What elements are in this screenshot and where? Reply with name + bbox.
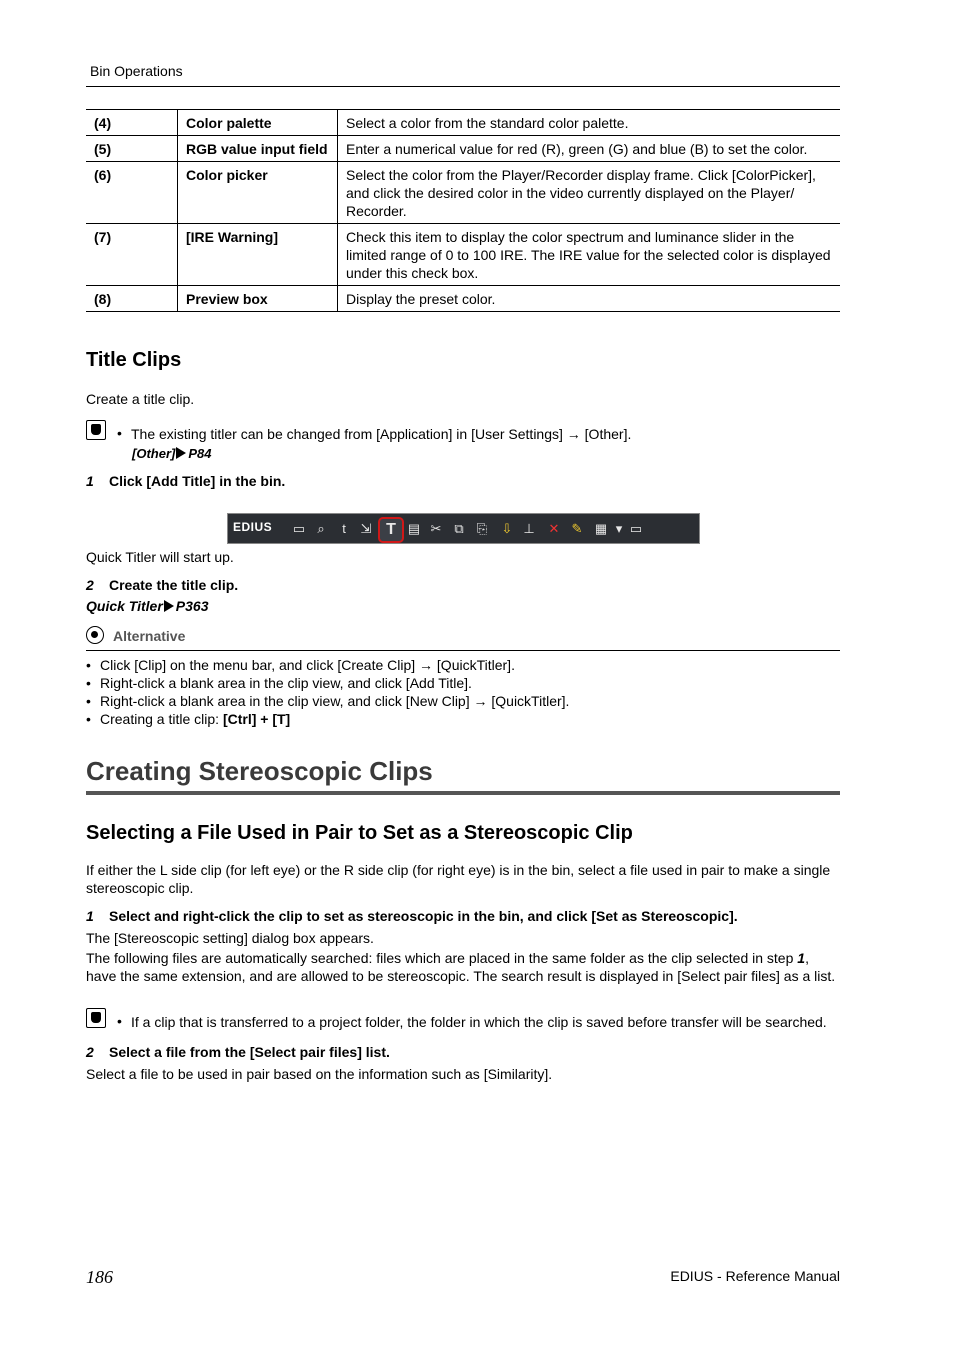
row-description: Enter a numerical value for red (R), green (G) and blue (B) to set the color. [338,136,841,162]
folder-tree-icon[interactable]: ▭ [629,521,643,536]
subsection-heading: Selecting a File Used in Pair to Set as a Stereoscopic Clip [86,822,633,844]
note-bullet: • [117,1013,122,1029]
list-item: • Right-click a blank area in the clip view, and click [New Clip] → [QuickTitler]. [86,692,569,710]
copy-icon[interactable]: ⧉ [454,521,464,536]
row-item: Preview box [178,286,338,312]
row-description: Select a color from the standard color palette. [338,110,841,136]
row-number: (4) [86,110,178,136]
list-item: • Click [Clip] on the menu bar, and click [Create Clip] → [QuickTitler]. [86,656,569,674]
table-row [86,224,840,286]
note-bullet: • [117,425,122,441]
cut-icon[interactable]: ✂ [430,521,442,536]
table-row [86,162,840,224]
note-icon [86,420,106,440]
row-description: Check this item to display the color spectrum and luminance slider in the limited range of 0 to 100 IRE. The IRE value for the selected color is displayed under this check box. [338,224,841,286]
row-number: (5) [86,136,178,162]
step-1: 1 Select and right-click the clip to set as stereoscopic in the bin, and click [Set as Stereoscopic]. [86,908,738,924]
note-text: The existing titler can be changed from [Application] in [User Settings] → [Other]. [131,426,632,442]
row-description: Display the preset color. [338,286,841,312]
edius-logo: EDIUS [233,520,273,534]
section-rule [86,791,840,795]
note-text: If a clip that is transferred to a project folder, the folder in which the clip is saved before transfer will be searched. [131,1014,827,1030]
alternative-label: Alternative [113,628,186,644]
row-item: [IRE Warning] [178,224,338,286]
table-row [86,110,840,136]
table-row [86,136,840,162]
header-rule [86,86,840,87]
add-title-icon[interactable]: T [378,517,404,543]
step-1-result: Quick Titler will start up. [86,549,234,565]
row-number: (6) [86,162,178,224]
timeline-icon[interactable]: ⊥ [523,521,535,536]
cross-reference-link[interactable]: [Other] P84 [132,446,212,461]
shortcut-keys: [Ctrl] + [T] [222,711,291,727]
running-header: Bin Operations [90,63,183,79]
row-item: Color palette [178,110,338,136]
step-1: 1 Click [Add Title] in the bin. [86,473,286,489]
player-icon[interactable]: ⇩ [501,521,513,536]
delete-icon[interactable]: ✕ [548,521,560,536]
search-icon[interactable]: ⌕ [317,521,325,536]
row-item: Color picker [178,162,338,224]
list-item: • Creating a title clip: [Ctrl] + [T] [86,710,569,728]
step-2: 2 Create the title clip. [86,577,239,593]
page-number: 186 [86,1267,113,1287]
row-number: (8) [86,286,178,312]
row-description: Select the color from the Player/Recorder display frame. Click [ColorPicker], and click the desired color in the video currently displayed on the Player/ Recorder. [338,162,841,224]
stereo-intro: If either the L side clip (for left eye) or the R side clip (for right eye) is in the bin, select a file used in pair to make a single stereoscopic clip. [86,862,831,896]
step-1-result: The [Stereoscopic setting] dialog box appears. [86,930,374,946]
divider [86,650,840,651]
view-icon[interactable]: ▦ [594,521,608,536]
color-bar-icon[interactable]: ▤ [407,521,421,536]
step-1-detail: The following files are automatically searched: files which are placed in the same folder as the clip selected in step 1, have the same extension, and are allowed to be stereoscopic. The search result is displayed in [Select pair files] as a list. [86,950,836,984]
step-2-detail: Select a file to be used in pair based on the information such as [Similarity]. [86,1066,553,1082]
title-clips-heading: Title Clips [86,349,182,371]
paste-icon[interactable]: ⎘ [476,521,488,536]
title-clips-intro: Create a title clip. [86,391,195,407]
open-clip-icon[interactable]: ⇲ [360,521,372,536]
gear-icon [86,626,104,644]
bin-toolbar [227,513,700,544]
step-2: 2 Select a file from the [Select pair files] list. [86,1044,390,1060]
reference-arrow-icon [176,447,186,459]
cross-reference-link[interactable]: Quick Titler P363 [86,598,209,614]
row-item: RGB value input field [178,136,338,162]
note-icon [86,1008,106,1028]
settings-table [86,109,840,312]
reference-arrow-icon [164,600,174,612]
up-folder-icon[interactable]: t [342,521,346,536]
folder-icon[interactable]: ▭ [292,521,306,536]
alternatives-list [86,656,569,728]
row-number: (7) [86,224,178,286]
manual-title: EDIUS - Reference Manual [670,1268,840,1284]
section-heading: Creating Stereoscopic Clips [86,756,433,786]
table-row [86,286,840,312]
chevron-down-icon[interactable]: ▾ [615,521,623,536]
list-item: • Right-click a blank area in the clip view, and click [Add Title]. [86,674,569,692]
properties-icon[interactable]: ✎ [571,521,583,536]
